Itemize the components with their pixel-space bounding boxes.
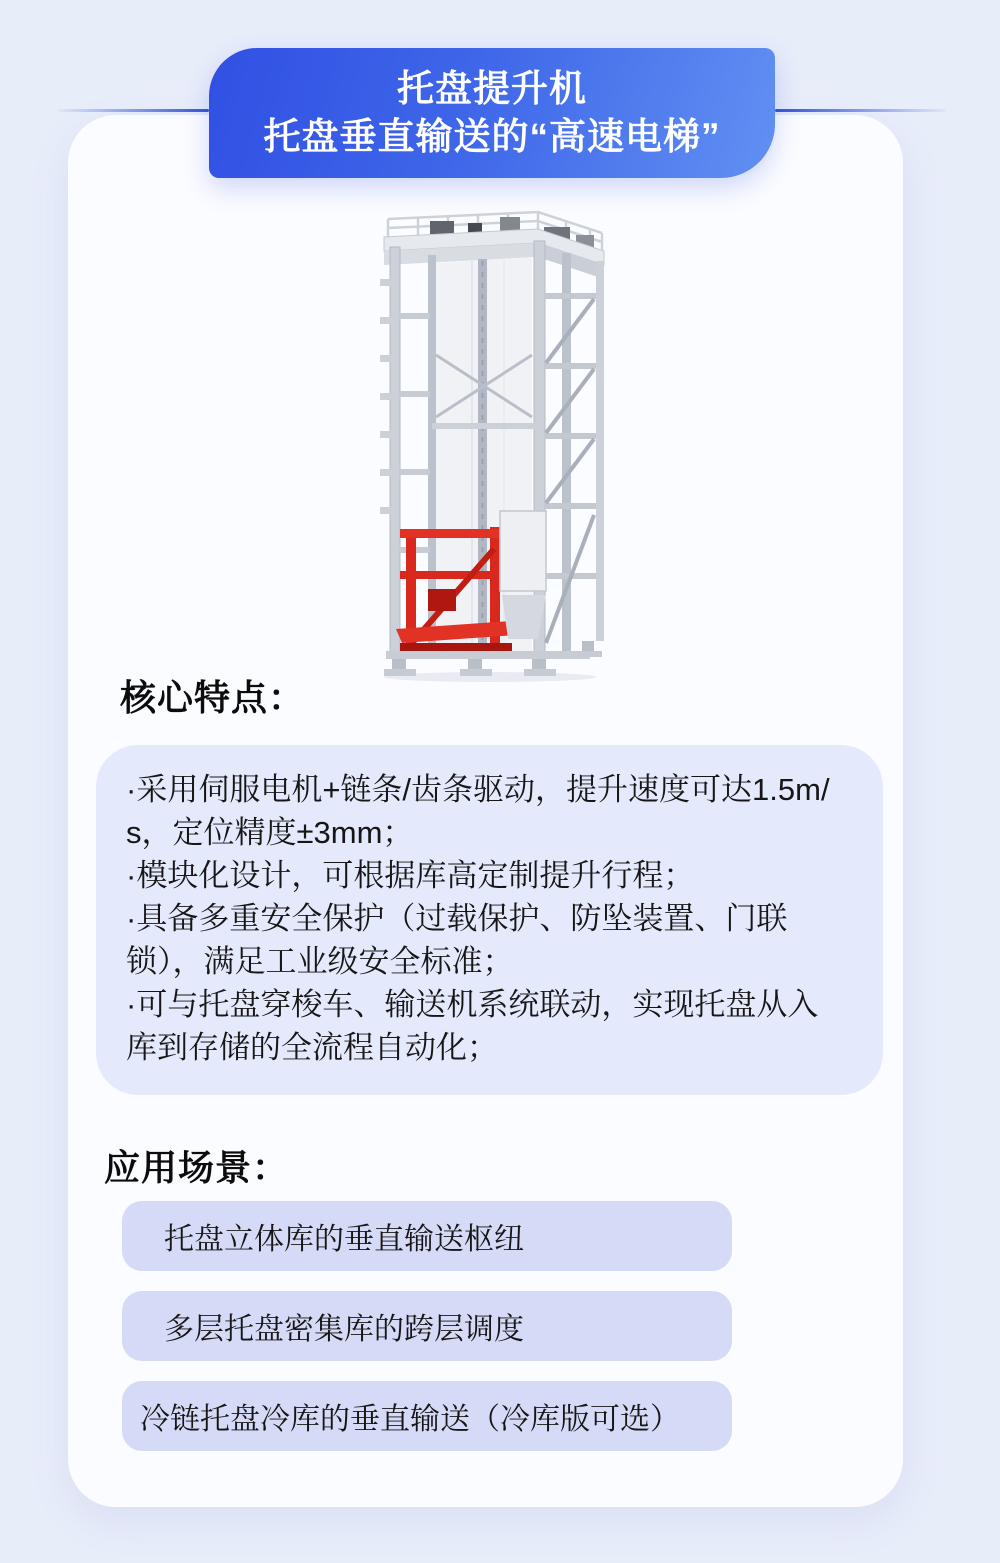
scenarios-heading: 应用场景： [104, 1147, 290, 1188]
pallet-lifter-image [372, 205, 610, 683]
scenario-pill: 冷链托盘冷库的垂直输送（冷库版可选） [122, 1381, 732, 1451]
header-badge [209, 48, 775, 178]
feature-item: ·可与托盘穿梭车、输送机系统联动，实现托盘从入库到存储的全流程自动化； [126, 987, 819, 1065]
scenario-pill: 多层托盘密集库的跨层调度 [122, 1291, 732, 1361]
features-panel [96, 745, 883, 1095]
feature-item: ·具备多重安全保护（过载保护、防坠装置、门联锁），满足工业级安全标准； [126, 901, 788, 979]
decorative-line-right [775, 109, 946, 112]
page-title: 托盘提升机 [397, 67, 587, 109]
scenario-pill: 托盘立体库的垂直输送枢纽 [122, 1201, 732, 1271]
page-subtitle: 托盘垂直输送的“高速电梯” [263, 116, 721, 157]
decorative-line-left [58, 109, 209, 112]
feature-item: ·模块化设计，可根据库高定制提升行程； [126, 858, 695, 893]
features-heading: 核心特点： [120, 677, 306, 718]
feature-item: ·采用伺服电机+链条/齿条驱动，提升速度可达1.5m/s，定位精度±3mm； [126, 772, 830, 850]
